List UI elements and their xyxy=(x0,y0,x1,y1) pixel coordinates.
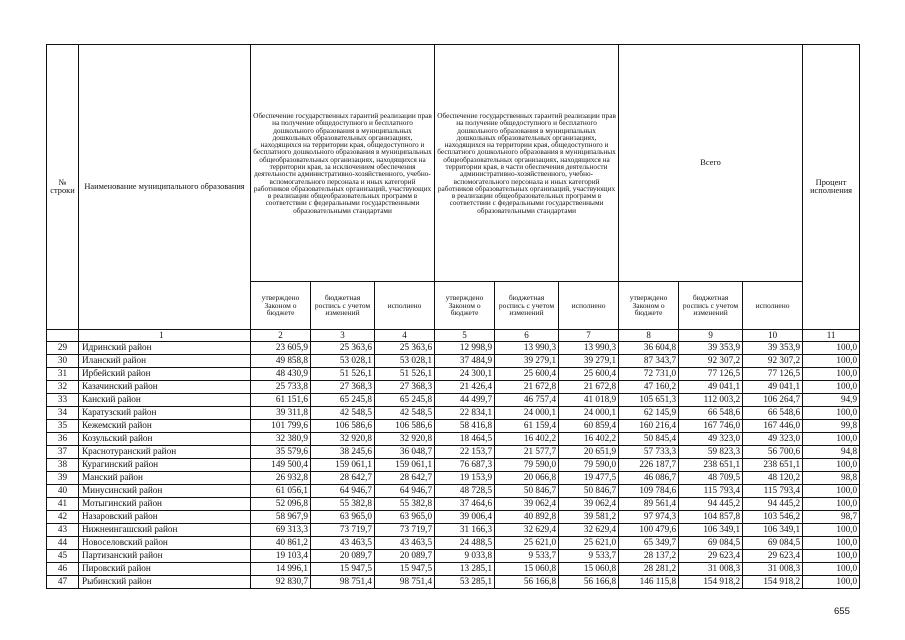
percent-cell: 100,0 xyxy=(803,498,860,511)
amount-cell: 46 086,7 xyxy=(619,472,679,485)
municipality-name: Нижнеингашский район xyxy=(79,524,251,537)
table-row xyxy=(47,485,860,498)
header-group-total: Всего xyxy=(619,45,803,282)
amount-cell: 77 126,5 xyxy=(743,368,803,381)
amount-cell: 13 990,3 xyxy=(559,342,619,355)
percent-cell: 100,0 xyxy=(803,537,860,550)
amount-cell: 43 463,5 xyxy=(375,537,435,550)
amount-cell: 20 089,7 xyxy=(311,550,375,563)
amount-cell: 25 363,6 xyxy=(311,342,375,355)
row-number: 34 xyxy=(47,407,79,420)
table-row xyxy=(47,407,860,420)
amount-cell: 98 751,4 xyxy=(311,576,375,589)
column-number: 7 xyxy=(559,330,619,342)
percent-cell: 100,0 xyxy=(803,368,860,381)
table-row xyxy=(47,342,860,355)
amount-cell: 53 028,1 xyxy=(375,355,435,368)
percent-cell: 100,0 xyxy=(803,355,860,368)
row-number: 41 xyxy=(47,498,79,511)
municipality-name: Козульский район xyxy=(79,433,251,446)
amount-cell: 37 484,9 xyxy=(435,355,495,368)
row-number: 46 xyxy=(47,563,79,576)
amount-cell: 57 733,3 xyxy=(619,446,679,459)
row-number: 47 xyxy=(47,576,79,589)
amount-cell: 56 700,6 xyxy=(743,446,803,459)
table-row xyxy=(47,433,860,446)
sub-approved: утверждено Законом о бюджете xyxy=(619,282,679,330)
amount-cell: 36 048,7 xyxy=(375,446,435,459)
amount-cell: 49 323,0 xyxy=(743,433,803,446)
amount-cell: 160 216,4 xyxy=(619,420,679,433)
table-row xyxy=(47,446,860,459)
amount-cell: 62 145,9 xyxy=(619,407,679,420)
amount-cell: 9 533,7 xyxy=(559,550,619,563)
column-number: 3 xyxy=(311,330,375,342)
amount-cell: 36 604,8 xyxy=(619,342,679,355)
municipality-name: Кежемский район xyxy=(79,420,251,433)
amount-cell: 32 920,8 xyxy=(375,433,435,446)
amount-cell: 65 245,8 xyxy=(375,394,435,407)
amount-cell: 32 629,4 xyxy=(559,524,619,537)
amount-cell: 92 307,2 xyxy=(679,355,743,368)
amount-cell: 48 709,5 xyxy=(679,472,743,485)
amount-cell: 106 586,6 xyxy=(375,420,435,433)
percent-cell: 98,8 xyxy=(803,472,860,485)
row-number: 35 xyxy=(47,420,79,433)
percent-cell: 100,0 xyxy=(803,459,860,472)
percent-cell: 100,0 xyxy=(803,524,860,537)
amount-cell: 52 096,8 xyxy=(251,498,311,511)
table-row xyxy=(47,498,860,511)
amount-cell: 40 892,8 xyxy=(495,511,559,524)
amount-cell: 31 166,3 xyxy=(435,524,495,537)
row-number: 31 xyxy=(47,368,79,381)
amount-cell: 154 918,2 xyxy=(679,576,743,589)
amount-cell: 39 062,4 xyxy=(559,498,619,511)
row-number: 29 xyxy=(47,342,79,355)
amount-cell: 79 590,0 xyxy=(495,459,559,472)
amount-cell: 43 463,5 xyxy=(311,537,375,550)
amount-cell: 73 719,7 xyxy=(375,524,435,537)
amount-cell: 238 651,1 xyxy=(679,459,743,472)
municipality-name: Манский район xyxy=(79,472,251,485)
amount-cell: 41 018,9 xyxy=(559,394,619,407)
amount-cell: 25 621,0 xyxy=(495,537,559,550)
amount-cell: 49 041,1 xyxy=(679,381,743,394)
amount-cell: 29 623,4 xyxy=(743,550,803,563)
amount-cell: 21 672,8 xyxy=(559,381,619,394)
row-number: 43 xyxy=(47,524,79,537)
amount-cell: 112 003,2 xyxy=(679,394,743,407)
row-number: 37 xyxy=(47,446,79,459)
amount-cell: 109 784,6 xyxy=(619,485,679,498)
amount-cell: 56 166,8 xyxy=(559,576,619,589)
page-number: 655 xyxy=(834,606,850,617)
amount-cell: 28 137,2 xyxy=(619,550,679,563)
amount-cell: 64 946,7 xyxy=(375,485,435,498)
percent-cell: 100,0 xyxy=(803,576,860,589)
amount-cell: 21 577,7 xyxy=(495,446,559,459)
row-number: 42 xyxy=(47,511,79,524)
municipality-name: Казачинский район xyxy=(79,381,251,394)
amount-cell: 47 160,2 xyxy=(619,381,679,394)
amount-cell: 39 311,8 xyxy=(251,407,311,420)
percent-cell: 100,0 xyxy=(803,342,860,355)
municipality-name: Пировский район xyxy=(79,563,251,576)
amount-cell: 28 281,2 xyxy=(619,563,679,576)
table-row xyxy=(47,472,860,485)
amount-cell: 51 526,1 xyxy=(375,368,435,381)
amount-cell: 39 279,1 xyxy=(495,355,559,368)
header-group-1: Обеспечение государственных гарантий реализации прав на получение общедоступного и бесплатного дошкольного образования в муниципальных дошкольных образовательных организациях, находящихся на территории края, общедоступного и бесплатного дошкольного образования в муниципальных общеобразовательных организациях, находящихся на территории края, за исключением обеспечения деятельности административно-хозяйственного, учебно-вспомогательного персонала и иных категорий работников образовательных организаций, участвующих в реализации общеобразовательных программ в соответствии с федеральными государственными образовательными стандартами xyxy=(251,45,435,282)
amount-cell: 159 061,1 xyxy=(375,459,435,472)
column-numbers xyxy=(47,330,860,342)
table-row xyxy=(47,394,860,407)
amount-cell: 115 793,4 xyxy=(679,485,743,498)
amount-cell: 65 349,7 xyxy=(619,537,679,550)
table-row xyxy=(47,355,860,368)
header-percent: Процент исполнения xyxy=(803,45,860,330)
amount-cell: 53 285,1 xyxy=(435,576,495,589)
amount-cell: 39 062,4 xyxy=(495,498,559,511)
amount-cell: 72 731,0 xyxy=(619,368,679,381)
table-row xyxy=(47,511,860,524)
amount-cell: 106 349,1 xyxy=(743,524,803,537)
amount-cell: 159 061,1 xyxy=(311,459,375,472)
amount-cell: 98 751,4 xyxy=(375,576,435,589)
table-row xyxy=(47,537,860,550)
amount-cell: 39 353,9 xyxy=(679,342,743,355)
amount-cell: 24 000,1 xyxy=(495,407,559,420)
amount-cell: 19 477,5 xyxy=(559,472,619,485)
amount-cell: 167 746,0 xyxy=(679,420,743,433)
municipality-name: Мотыгинский район xyxy=(79,498,251,511)
amount-cell: 35 579,6 xyxy=(251,446,311,459)
amount-cell: 154 918,2 xyxy=(743,576,803,589)
amount-cell: 105 651,3 xyxy=(619,394,679,407)
amount-cell: 39 006,4 xyxy=(435,511,495,524)
percent-cell: 100,0 xyxy=(803,550,860,563)
amount-cell: 97 974,3 xyxy=(619,511,679,524)
amount-cell: 27 368,3 xyxy=(311,381,375,394)
amount-cell: 20 651,9 xyxy=(559,446,619,459)
municipality-name: Каратузский район xyxy=(79,407,251,420)
table-header xyxy=(47,45,860,342)
amount-cell: 24 000,1 xyxy=(559,407,619,420)
amount-cell: 25 733,8 xyxy=(251,381,311,394)
amount-cell: 50 845,4 xyxy=(619,433,679,446)
amount-cell: 94 445,2 xyxy=(679,498,743,511)
budget-table xyxy=(46,44,860,589)
amount-cell: 37 464,6 xyxy=(435,498,495,511)
municipality-name: Назаровский район xyxy=(79,511,251,524)
percent-cell: 94,9 xyxy=(803,394,860,407)
percent-cell: 100,0 xyxy=(803,485,860,498)
amount-cell: 12 998,9 xyxy=(435,342,495,355)
amount-cell: 103 546,2 xyxy=(743,511,803,524)
municipality-name: Курагинский район xyxy=(79,459,251,472)
table-row xyxy=(47,550,860,563)
amount-cell: 76 687,3 xyxy=(435,459,495,472)
amount-cell: 77 126,5 xyxy=(679,368,743,381)
row-number: 39 xyxy=(47,472,79,485)
column-number: 8 xyxy=(619,330,679,342)
percent-cell: 100,0 xyxy=(803,381,860,394)
amount-cell: 40 861,2 xyxy=(251,537,311,550)
amount-cell: 16 402,2 xyxy=(559,433,619,446)
column-number: 1 xyxy=(79,330,251,342)
amount-cell: 87 343,7 xyxy=(619,355,679,368)
amount-cell: 28 642,7 xyxy=(311,472,375,485)
amount-cell: 19 103,4 xyxy=(251,550,311,563)
column-number: 10 xyxy=(743,330,803,342)
amount-cell: 25 621,0 xyxy=(559,537,619,550)
amount-cell: 24 300,1 xyxy=(435,368,495,381)
amount-cell: 55 382,8 xyxy=(311,498,375,511)
amount-cell: 49 858,8 xyxy=(251,355,311,368)
amount-cell: 65 245,8 xyxy=(311,394,375,407)
row-number: 36 xyxy=(47,433,79,446)
column-number: 5 xyxy=(435,330,495,342)
percent-cell: 94,8 xyxy=(803,446,860,459)
municipality-name: Канский район xyxy=(79,394,251,407)
amount-cell: 226 187,7 xyxy=(619,459,679,472)
header-municipality: Наименование муниципального образования xyxy=(79,45,251,330)
amount-cell: 106 349,1 xyxy=(679,524,743,537)
amount-cell: 25 600,4 xyxy=(495,368,559,381)
column-number xyxy=(47,330,79,342)
amount-cell: 48 728,5 xyxy=(435,485,495,498)
sub-approved: утверждено Законом о бюджете xyxy=(251,282,311,330)
row-number: 44 xyxy=(47,537,79,550)
table-row xyxy=(47,563,860,576)
amount-cell: 42 548,5 xyxy=(311,407,375,420)
amount-cell: 53 028,1 xyxy=(311,355,375,368)
percent-cell: 99,8 xyxy=(803,420,860,433)
municipality-name: Краснотуранский район xyxy=(79,446,251,459)
amount-cell: 13 990,3 xyxy=(495,342,559,355)
amount-cell: 22 153,7 xyxy=(435,446,495,459)
amount-cell: 25 363,6 xyxy=(375,342,435,355)
row-number: 30 xyxy=(47,355,79,368)
row-number: 38 xyxy=(47,459,79,472)
table-row xyxy=(47,420,860,433)
column-number: 4 xyxy=(375,330,435,342)
amount-cell: 92 830,7 xyxy=(251,576,311,589)
amount-cell: 69 084,5 xyxy=(743,537,803,550)
amount-cell: 23 605,9 xyxy=(251,342,311,355)
amount-cell: 101 799,6 xyxy=(251,420,311,433)
amount-cell: 115 793,4 xyxy=(743,485,803,498)
amount-cell: 9 033,8 xyxy=(435,550,495,563)
percent-cell: 100,0 xyxy=(803,433,860,446)
amount-cell: 13 285,1 xyxy=(435,563,495,576)
amount-cell: 32 920,8 xyxy=(311,433,375,446)
amount-cell: 56 166,8 xyxy=(495,576,559,589)
amount-cell: 9 533,7 xyxy=(495,550,559,563)
column-number: 2 xyxy=(251,330,311,342)
header-group-2: Обеспечение государственных гарантий реализации прав на получение общедоступного и бесплатного дошкольного образования в муниципальных дошкольных образовательных организациях, находящихся на территории края, общедоступного и бесплатного дошкольного образования в муниципальных общеобразовательных организациях, находящихся на территории края, в части обеспечения деятельности административно-хозяйственного, учебно-вспомогательного персонала и иных категорий работников образовательных организаций, участвующих в реализации общеобразовательных программ в соответствии с федеральными государственными образовательными стандартами xyxy=(435,45,619,282)
amount-cell: 39 279,1 xyxy=(559,355,619,368)
sub-executed: исполнено xyxy=(375,282,435,330)
amount-cell: 26 932,8 xyxy=(251,472,311,485)
amount-cell: 61 056,1 xyxy=(251,485,311,498)
municipality-name: Иланский район xyxy=(79,355,251,368)
amount-cell: 89 561,4 xyxy=(619,498,679,511)
sub-planned: бюджетная роспись с учетом изменений xyxy=(495,282,559,330)
municipality-name: Новоселовский район xyxy=(79,537,251,550)
sub-planned: бюджетная роспись с учетом изменений xyxy=(679,282,743,330)
amount-cell: 20 066,8 xyxy=(495,472,559,485)
municipality-name: Ирбейский район xyxy=(79,368,251,381)
amount-cell: 92 307,2 xyxy=(743,355,803,368)
municipality-name: Идринский район xyxy=(79,342,251,355)
amount-cell: 24 488,5 xyxy=(435,537,495,550)
amount-cell: 61 151,6 xyxy=(251,394,311,407)
municipality-name: Рыбинский район xyxy=(79,576,251,589)
amount-cell: 29 623,4 xyxy=(679,550,743,563)
amount-cell: 49 041,1 xyxy=(743,381,803,394)
amount-cell: 27 368,3 xyxy=(375,381,435,394)
amount-cell: 32 380,9 xyxy=(251,433,311,446)
municipality-name: Партизанский район xyxy=(79,550,251,563)
amount-cell: 149 500,4 xyxy=(251,459,311,472)
amount-cell: 63 965,0 xyxy=(375,511,435,524)
amount-cell: 15 060,8 xyxy=(559,563,619,576)
amount-cell: 64 946,7 xyxy=(311,485,375,498)
amount-cell: 21 426,4 xyxy=(435,381,495,394)
amount-cell: 106 586,6 xyxy=(311,420,375,433)
amount-cell: 73 719,7 xyxy=(311,524,375,537)
amount-cell: 15 947,5 xyxy=(311,563,375,576)
amount-cell: 32 629,4 xyxy=(495,524,559,537)
row-number: 40 xyxy=(47,485,79,498)
amount-cell: 16 402,2 xyxy=(495,433,559,446)
amount-cell: 18 464,5 xyxy=(435,433,495,446)
row-number: 33 xyxy=(47,394,79,407)
amount-cell: 55 382,8 xyxy=(375,498,435,511)
amount-cell: 19 153,9 xyxy=(435,472,495,485)
sub-executed: исполнено xyxy=(559,282,619,330)
amount-cell: 42 548,5 xyxy=(375,407,435,420)
amount-cell: 20 089,7 xyxy=(375,550,435,563)
amount-cell: 61 159,4 xyxy=(495,420,559,433)
column-number: 9 xyxy=(679,330,743,342)
percent-cell: 100,0 xyxy=(803,407,860,420)
row-number: 32 xyxy=(47,381,79,394)
amount-cell: 39 353,9 xyxy=(743,342,803,355)
table-row xyxy=(47,459,860,472)
amount-cell: 46 757,4 xyxy=(495,394,559,407)
amount-cell: 66 548,6 xyxy=(743,407,803,420)
amount-cell: 146 115,8 xyxy=(619,576,679,589)
amount-cell: 63 965,0 xyxy=(311,511,375,524)
amount-cell: 21 672,8 xyxy=(495,381,559,394)
amount-cell: 50 846,7 xyxy=(495,485,559,498)
amount-cell: 50 846,7 xyxy=(559,485,619,498)
amount-cell: 79 590,0 xyxy=(559,459,619,472)
sub-approved: утверждено Законом о бюджете xyxy=(435,282,495,330)
amount-cell: 66 548,6 xyxy=(679,407,743,420)
amount-cell: 60 859,4 xyxy=(559,420,619,433)
percent-cell: 100,0 xyxy=(803,563,860,576)
amount-cell: 38 245,6 xyxy=(311,446,375,459)
amount-cell: 51 526,1 xyxy=(311,368,375,381)
amount-cell: 22 834,1 xyxy=(435,407,495,420)
sub-executed: исполнено xyxy=(743,282,803,330)
amount-cell: 58 416,8 xyxy=(435,420,495,433)
table-row xyxy=(47,368,860,381)
amount-cell: 14 996,1 xyxy=(251,563,311,576)
amount-cell: 31 008,3 xyxy=(743,563,803,576)
amount-cell: 94 445,2 xyxy=(743,498,803,511)
amount-cell: 28 642,7 xyxy=(375,472,435,485)
amount-cell: 15 060,8 xyxy=(495,563,559,576)
municipality-name: Минусинский район xyxy=(79,485,251,498)
amount-cell: 44 499,7 xyxy=(435,394,495,407)
sub-planned: бюджетная роспись с учетом изменений xyxy=(311,282,375,330)
amount-cell: 69 313,3 xyxy=(251,524,311,537)
amount-cell: 69 084,5 xyxy=(679,537,743,550)
amount-cell: 104 857,8 xyxy=(679,511,743,524)
amount-cell: 48 120,2 xyxy=(743,472,803,485)
table-row xyxy=(47,524,860,537)
amount-cell: 238 651,1 xyxy=(743,459,803,472)
amount-cell: 39 581,2 xyxy=(559,511,619,524)
amount-cell: 100 479,6 xyxy=(619,524,679,537)
table-body xyxy=(47,342,860,589)
column-number: 11 xyxy=(803,330,860,342)
amount-cell: 167 446,0 xyxy=(743,420,803,433)
table-row xyxy=(47,576,860,589)
amount-cell: 31 008,3 xyxy=(679,563,743,576)
amount-cell: 48 430,9 xyxy=(251,368,311,381)
amount-cell: 59 823,3 xyxy=(679,446,743,459)
percent-cell: 98,7 xyxy=(803,511,860,524)
header-row-number: № строки xyxy=(47,45,79,330)
amount-cell: 49 323,0 xyxy=(679,433,743,446)
amount-cell: 106 264,7 xyxy=(743,394,803,407)
column-number: 6 xyxy=(495,330,559,342)
amount-cell: 15 947,5 xyxy=(375,563,435,576)
table-row xyxy=(47,381,860,394)
amount-cell: 58 967,9 xyxy=(251,511,311,524)
row-number: 45 xyxy=(47,550,79,563)
amount-cell: 25 600,4 xyxy=(559,368,619,381)
